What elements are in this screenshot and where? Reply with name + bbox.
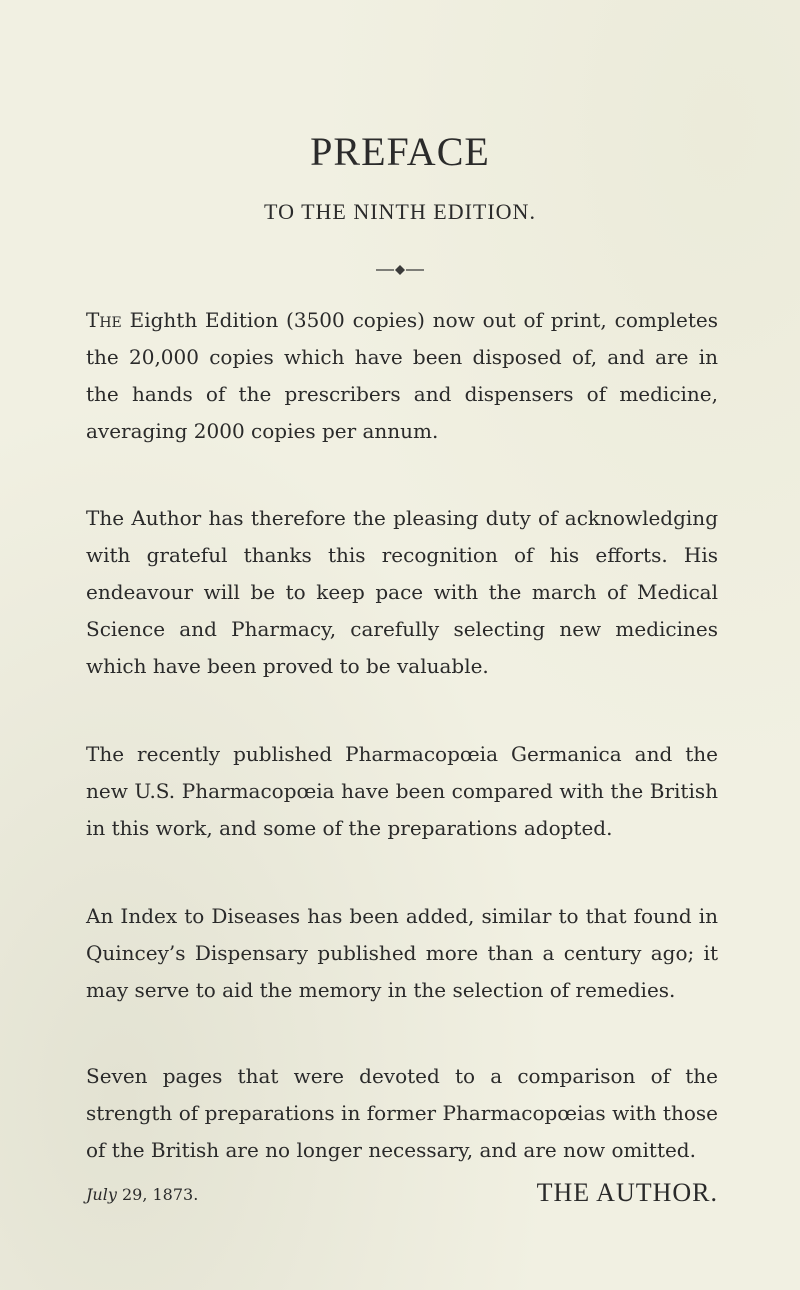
paragraph-1: [86, 302, 718, 450]
paragraph-1-lead: The: [86, 308, 122, 332]
date-month: July: [86, 1185, 117, 1204]
paragraph-3: The recently published Pharmacopœia Germanica and the new U.S. Pharmacopœia have been compared with the British in this work, and some of the preparations adopted.: [86, 742, 718, 840]
paragraph-2: The Author has therefore the pleasing duty of acknowledging with grateful thanks this recognition of his efforts. His endeavour will be to keep pace with the march of Medical Science and Pharmacy, carefully selecting new medicines which have been proved to be valuable.: [86, 506, 718, 678]
paragraph-1-text: Eighth Edition (3500 copies) now out of print, completes the 20,000 copies which have been disposed of, and are in the hands of the prescribers and dispensers of medicine, averaging 2000 copies per annum.: [86, 308, 718, 443]
paragraph-5: Seven pages that were devoted to a comparison of the strength of preparations in former Pharmacopœias with those of the British are no longer necessary, and are now omitted.: [86, 1064, 718, 1162]
page-subtitle: TO THE NINTH EDITION.: [264, 199, 536, 224]
paragraph-4: An Index to Diseases has been added, similar to that found in Quincey’s Dispensary published more than a century ago; it may serve to aid the memory in the selection of remedies.: [86, 904, 718, 1002]
preface-date: [86, 1185, 198, 1204]
date-day-year: 29, 1873.: [116, 1185, 199, 1204]
page-title: PREFACE: [310, 129, 490, 174]
author-signature: THE AUTHOR.: [536, 1178, 718, 1207]
ornament-divider-icon: [372, 264, 428, 276]
